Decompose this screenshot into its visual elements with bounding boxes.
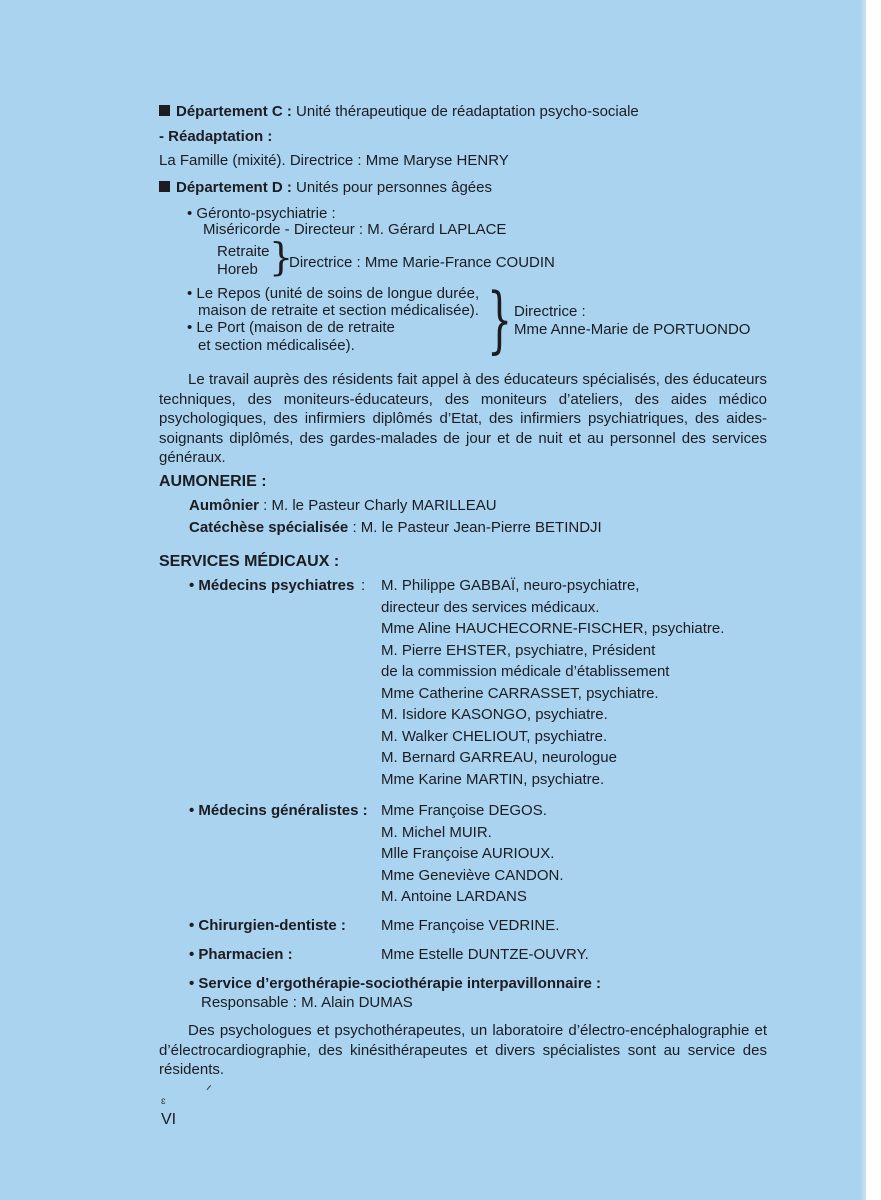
dept-c-famille: La Famille (mixité). Directrice : Mme Maryse HENRY (159, 152, 509, 169)
pharmacien-value: Mme Estelle DUNTZE-OUVRY. (381, 946, 589, 963)
directrice-label: Directrice : (514, 303, 586, 320)
repos-line-1: • Le Repos (unité de soins de longue durée, (187, 285, 480, 302)
misericorde-line: Miséricorde - Directeur : M. Gérard LAPLACE (203, 221, 507, 238)
directrice-coudin: Directrice : Mme Marie-France COUDIN (289, 254, 555, 271)
port-line-1: • Le Port (maison de de retraite (187, 319, 395, 336)
list-item: M. Philippe GABBAÏ, neuro-psychiatre, (381, 577, 640, 594)
directrice-portuondo: Mme Anne-Marie de PORTUONDO (514, 321, 751, 338)
ergo-value: Responsable : M. Alain DUMAS (201, 994, 413, 1011)
square-bullet-icon (159, 105, 170, 116)
travail-paragraph: Le travail auprès des résidents fait appel à des éducateurs spécialisés, des éducateurs techniques, des moniteurs-éducateurs, des moniteurs d’ateliers, des aides médico psychologiques, des infirmiers diplômés d’Etat, des infirmiers psychiatriques, des aides-soignants diplômés, des gardes-malades de jour et de nuit et au personnel des services généraux. (159, 371, 767, 467)
services-title: SERVICES MÉDICAUX : (159, 553, 340, 570)
list-item: Mlle Françoise AURIOUX. (381, 845, 555, 862)
aumonerie-title: AUMONERIE : (159, 473, 267, 490)
list-item: Mme Karine MARTIN, psychiatre. (381, 770, 605, 788)
dept-c-heading: Département C : (176, 103, 292, 120)
list-item: M. Antoine LARDANS (381, 888, 527, 905)
geronto-item: • Géronto-psychiatrie : (187, 205, 336, 222)
catechese-label: Catéchèse spécialisée (189, 519, 349, 536)
dept-d-desc: Unités pour personnes âgées (296, 179, 492, 196)
dentiste-label: • Chirurgien-dentiste : (189, 917, 346, 934)
closing-paragraph: Des psychologues et psychothérapeutes, un laboratoire d’électro-encéphalographie et d’électrocardiographie, des kinésithérapeutes et divers spécialistes sont au service des résidents. (159, 1022, 767, 1079)
list-item: M. Bernard GARREAU, neurologue (381, 749, 617, 766)
aumonier-value: : M. le Pasteur Charly MARILLEAU (259, 497, 497, 514)
dept-c-line (159, 102, 639, 122)
list-item: Mme Françoise DEGOS. (381, 802, 547, 819)
list-item: M. Pierre EHSTER, psychiatre, Président (381, 641, 656, 659)
retraite-label: Retraite (217, 243, 270, 260)
brace-icon: } (487, 277, 513, 361)
aumonier-label: Aumônier (189, 497, 260, 514)
list-item: M. Michel MUIR. (381, 823, 492, 841)
square-bullet-icon (159, 181, 170, 192)
psychiatres-colon: : (361, 577, 366, 594)
brace-icon: } (269, 235, 294, 279)
dentiste-value: Mme Françoise VEDRINE. (381, 917, 560, 934)
catechese-value: : M. le Pasteur Jean-Pierre BETINDJI (348, 519, 602, 536)
list-item: Mme Catherine CARRASSET, psychiatre. (381, 684, 659, 702)
pharmacien-label: • Pharmacien : (189, 946, 293, 963)
port-line-2: et section médicalisée). (198, 337, 355, 354)
dept-d-line (159, 178, 492, 198)
repos-line-2: maison de retraite et section médicalisée). (198, 302, 479, 319)
dept-c-sub: - Réadaptation : (159, 128, 273, 145)
psychiatres-label: • Médecins psychiatres (189, 577, 355, 594)
ergo-label: • Service d’ergothérapie-sociothérapie interpavillonnaire : (189, 975, 602, 992)
list-item: M. Walker CHELIOUT, psychiatre. (381, 727, 608, 745)
aumonier-line (189, 496, 497, 516)
generalistes-list (381, 801, 564, 909)
list-item: de la commission médicale d’établissement (381, 663, 670, 680)
pen-mark-icon: ᐟ (206, 1082, 212, 1098)
list-item: Mme Geneviève CANDON. (381, 866, 564, 884)
horeb-label: Horeb (217, 261, 258, 278)
list-item: directeur des services médicaux. (381, 598, 600, 616)
generalistes-label: • Médecins généralistes : (189, 802, 368, 819)
catechese-line (189, 518, 602, 538)
dept-c-desc: Unité thérapeutique de réadaptation psycho-sociale (296, 103, 639, 120)
page-number: VI (161, 1111, 177, 1128)
psychiatres-list (381, 576, 724, 791)
dept-d-heading: Département D : (176, 179, 292, 196)
list-item: Mme Aline HAUCHECORNE-FISCHER, psychiatre. (381, 620, 725, 637)
pen-mark-icon: ɛ (161, 1096, 166, 1107)
list-item: M. Isidore KASONGO, psychiatre. (381, 706, 608, 723)
